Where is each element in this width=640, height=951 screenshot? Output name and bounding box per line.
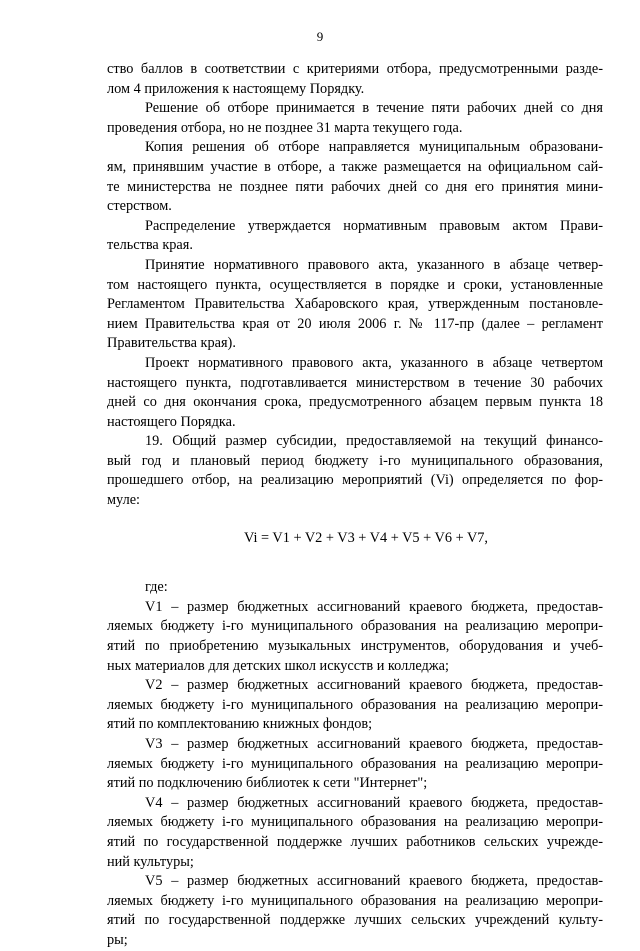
page-number: 9 (316, 29, 324, 44)
text-line: V2 – размер бюджетных ассигнований краевого бюджета, предостав- (145, 677, 603, 694)
text-line: ятий по государственной поддержке лучших сельских учреждений культу- (107, 912, 603, 929)
text-line: лом 4 приложения к настоящему Порядку. (107, 80, 365, 97)
text-line: Копия решения об отборе направляется муниципальным образовани- (145, 139, 603, 156)
text-line: V4 – размер бюджетных ассигнований краевого бюджета, предостав- (145, 794, 603, 811)
text-line: дней со дня окончания срока, предусмотренного абзацем первым пункта 18 (107, 394, 603, 411)
text-line: ятий по государственной поддержке лучших работников сельских учрежде- (107, 833, 603, 850)
text-line: настоящего пункта, подготавливается министерством в течение 30 рабочих (107, 374, 603, 391)
text-line: Проект нормативного правового акта, указанного в абзаце четвертом (145, 354, 603, 371)
text-line: ляемых бюджету i-го муниципального образования на реализацию меропри- (107, 618, 603, 635)
text-line: V1 – размер бюджетных ассигнований краевого бюджета, предостав- (145, 598, 603, 615)
text-line: ляемых бюджету i-го муниципального образования на реализацию меропри- (107, 814, 603, 831)
text-line: проведения отбора, но не позднее 31 марта текущего года. (107, 119, 463, 136)
text-line: V5 – размер бюджетных ассигнований краевого бюджета, предостав- (145, 873, 603, 890)
text-line: Решение об отборе принимается в течение пяти рабочих дней со дня (145, 100, 603, 117)
text-line: ство баллов в соответствии с критериями отбора, предусмотренными разде- (107, 61, 603, 77)
text-line: стерством. (107, 198, 172, 215)
text-line: V3 – размер бюджетных ассигнований краевого бюджета, предостав- (145, 736, 603, 752)
text-line: ятий по подключению библиотек к сети "Интернет"; (107, 775, 428, 792)
text-line: ляемых бюджету i-го муниципального образования на реализацию меропри- (107, 892, 603, 909)
text-line: Распределение утверждается нормативным правовым актом Прави- (145, 217, 603, 234)
text-line: вый год и плановый период бюджету i-го муниципального образования, (107, 452, 603, 469)
text-line: те министерства не позднее пяти рабочих дней со дня его принятия мини- (107, 178, 603, 195)
text-line: ятий по приобретению музыкальных инструментов, оборудования и учеб- (107, 638, 603, 655)
text-line: ры; (107, 931, 128, 948)
formula: Vi = V1 + V2 + V3 + V4 + V5 + V6 + V7, (244, 529, 488, 546)
text-line: Принятие нормативного правового акта, указанного в абзаце четвер- (145, 256, 603, 273)
document-body (107, 60, 603, 951)
text-line: ных материалов для детских школ искусств и колледжа; (107, 657, 449, 674)
text-line: 19. Общий размер субсидии, предоставляемой на текущий финансо- (145, 433, 603, 450)
text-line: муле: (107, 492, 141, 509)
text-line: Регламентом Правительства Хабаровского края, утвержденным постановле- (107, 296, 603, 313)
text-line: прошедшего отбор, на реализацию мероприятий (Vi) определяется по фор- (107, 472, 603, 489)
text-line: настоящего Порядка. (107, 413, 236, 430)
text-line: где: (145, 579, 168, 596)
text-line: тельства края. (107, 237, 193, 254)
text-line: нием Правительства края от 20 июля 2006 г. № 117-пр (далее – регламент (107, 315, 603, 332)
text-line: ляемых бюджету i-го муниципального образования на реализацию меропри- (107, 696, 603, 713)
text-line: том настоящего пункта, осуществляется в порядке и сроки, установленные (107, 276, 603, 293)
text-line: ляемых бюджету i-го муниципального образования на реализацию меропри- (107, 755, 603, 772)
text-line: ний культуры; (107, 853, 194, 870)
text-line: ятий по комплектованию книжных фондов; (107, 716, 373, 733)
text-line: Правительства края). (107, 335, 236, 352)
text-line: ям, принявшим участие в отборе, а также размещается на официальном сай- (107, 158, 603, 175)
